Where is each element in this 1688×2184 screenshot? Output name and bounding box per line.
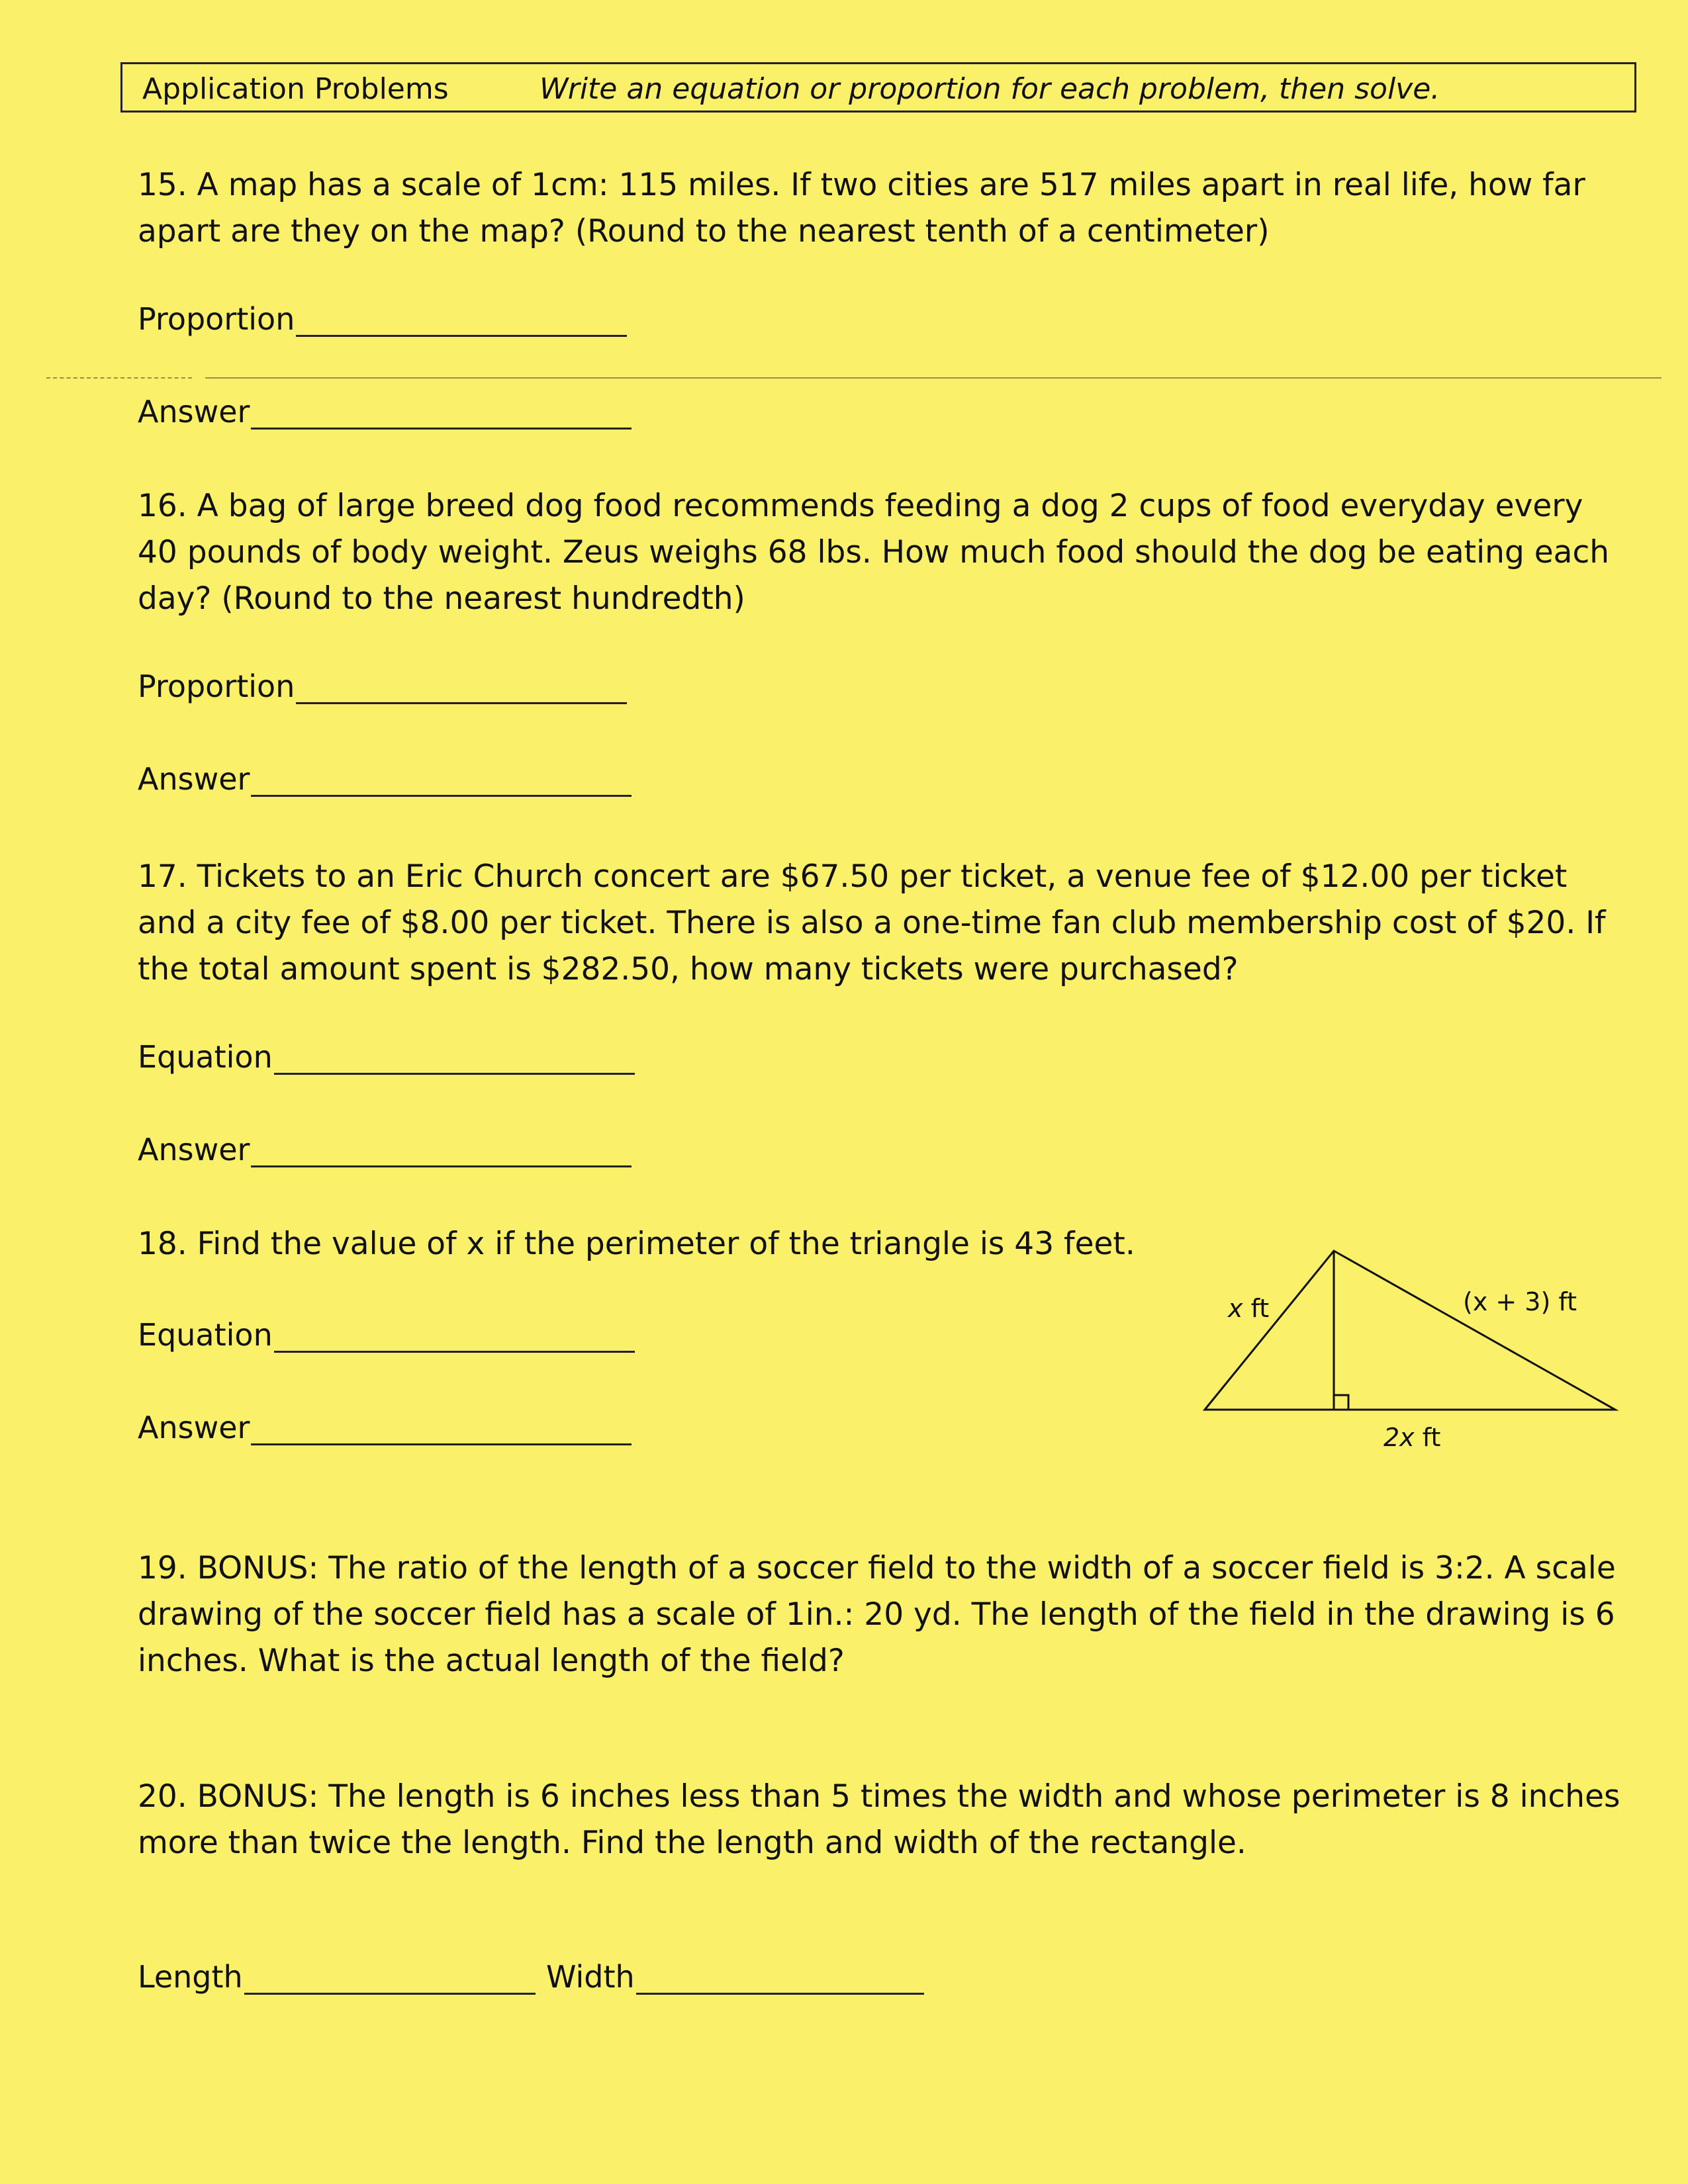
problem-15-answer-field[interactable] — [138, 394, 632, 430]
problem-20-length-field[interactable] — [138, 1959, 536, 1995]
problem-20-width-field[interactable] — [546, 1959, 924, 1995]
problem-20-text: 20. BONUS: The length is 6 inches less than 5 times the width and whose perimeter is 8 inches more than twice the length. Find the length and width of the rectangle. — [138, 1778, 1620, 1861]
answer-line[interactable] — [636, 1960, 924, 1995]
triangle-outline — [1205, 1251, 1615, 1410]
field-label: Answer — [138, 761, 250, 797]
field-label: Length — [138, 1959, 243, 1995]
field-label: Proportion — [138, 301, 295, 337]
problem-19-text: 19. BONUS: The ratio of the length of a soccer field to the width of a soccer field is 3:2. A scale drawing of the soccer field has a scale of 1in.: 20 yd. The length of the field in the drawing is 6 inches. What is the actual length of the field? — [138, 1550, 1616, 1679]
scan-artifact-dash — [46, 377, 192, 379]
header-title: Application Problems — [142, 72, 449, 106]
problem-15-proportion-field[interactable] — [138, 301, 627, 337]
problem-17-text: 17. Tickets to an Eric Church concert are $67.50 per ticket, a venue fee of $12.00 per ticket and a city fee of $8.00 per ticket. There is also a one-time fan club membership cost of $20. If the total amount spent is $282.50, how many tickets were purchased? — [138, 858, 1606, 987]
field-label: Answer — [138, 394, 250, 430]
problem-15-text: 15. A map has a scale of 1cm: 115 miles. If two cities are 517 miles apart in real life, how far apart are they on the map? (Round to the nearest tenth of a centimeter) — [138, 167, 1585, 250]
left-side-var: x — [1228, 1294, 1243, 1323]
answer-line[interactable] — [251, 394, 632, 430]
scan-artifact-line — [205, 377, 1662, 379]
problem-18-answer-field[interactable] — [138, 1410, 632, 1445]
right-angle-marker — [1334, 1395, 1348, 1410]
triangle-figure — [1185, 1231, 1635, 1456]
answer-line[interactable] — [296, 669, 627, 704]
left-side-unit: ft — [1243, 1294, 1270, 1323]
problem-17-equation-field[interactable] — [138, 1039, 635, 1075]
header-box — [120, 62, 1636, 113]
header-instructions: Write an equation or proportion for each problem, then solve. — [539, 72, 1440, 106]
triangle-svg — [1185, 1231, 1635, 1456]
problem-16-answer-field[interactable] — [138, 761, 632, 797]
answer-line[interactable] — [274, 1040, 635, 1075]
answer-line[interactable] — [296, 302, 627, 337]
problem-17-answer-field[interactable] — [138, 1132, 632, 1167]
answer-line[interactable] — [274, 1318, 635, 1353]
field-label: Width — [546, 1959, 635, 1995]
answer-line[interactable] — [251, 1410, 632, 1445]
answer-line[interactable] — [251, 1132, 632, 1167]
field-label: Answer — [138, 1132, 250, 1167]
field-label: Equation — [138, 1317, 273, 1353]
problem-18-equation-field[interactable] — [138, 1317, 635, 1353]
answer-line[interactable] — [244, 1960, 536, 1995]
problem-16-text: 16. A bag of large breed dog food recommends feeding a dog 2 cups of food everyday every 40 pounds of body weight. Zeus weighs 68 lbs. How much food should the dog be eating each day? (Round to the nearest hundredth) — [138, 488, 1610, 617]
right-side-label: (x + 3) ft — [1463, 1287, 1577, 1316]
base-label — [1383, 1423, 1440, 1452]
field-label: Proportion — [138, 668, 295, 704]
left-side-label — [1227, 1294, 1269, 1323]
field-label: Equation — [138, 1039, 273, 1075]
base-unit: ft — [1414, 1423, 1441, 1452]
base-var: 2x — [1383, 1423, 1415, 1452]
field-label: Answer — [138, 1410, 250, 1445]
problem-16-proportion-field[interactable] — [138, 668, 627, 704]
answer-line[interactable] — [251, 762, 632, 797]
problem-18-text: 18. Find the value of x if the perimeter of the triangle is 43 feet. — [138, 1226, 1135, 1262]
